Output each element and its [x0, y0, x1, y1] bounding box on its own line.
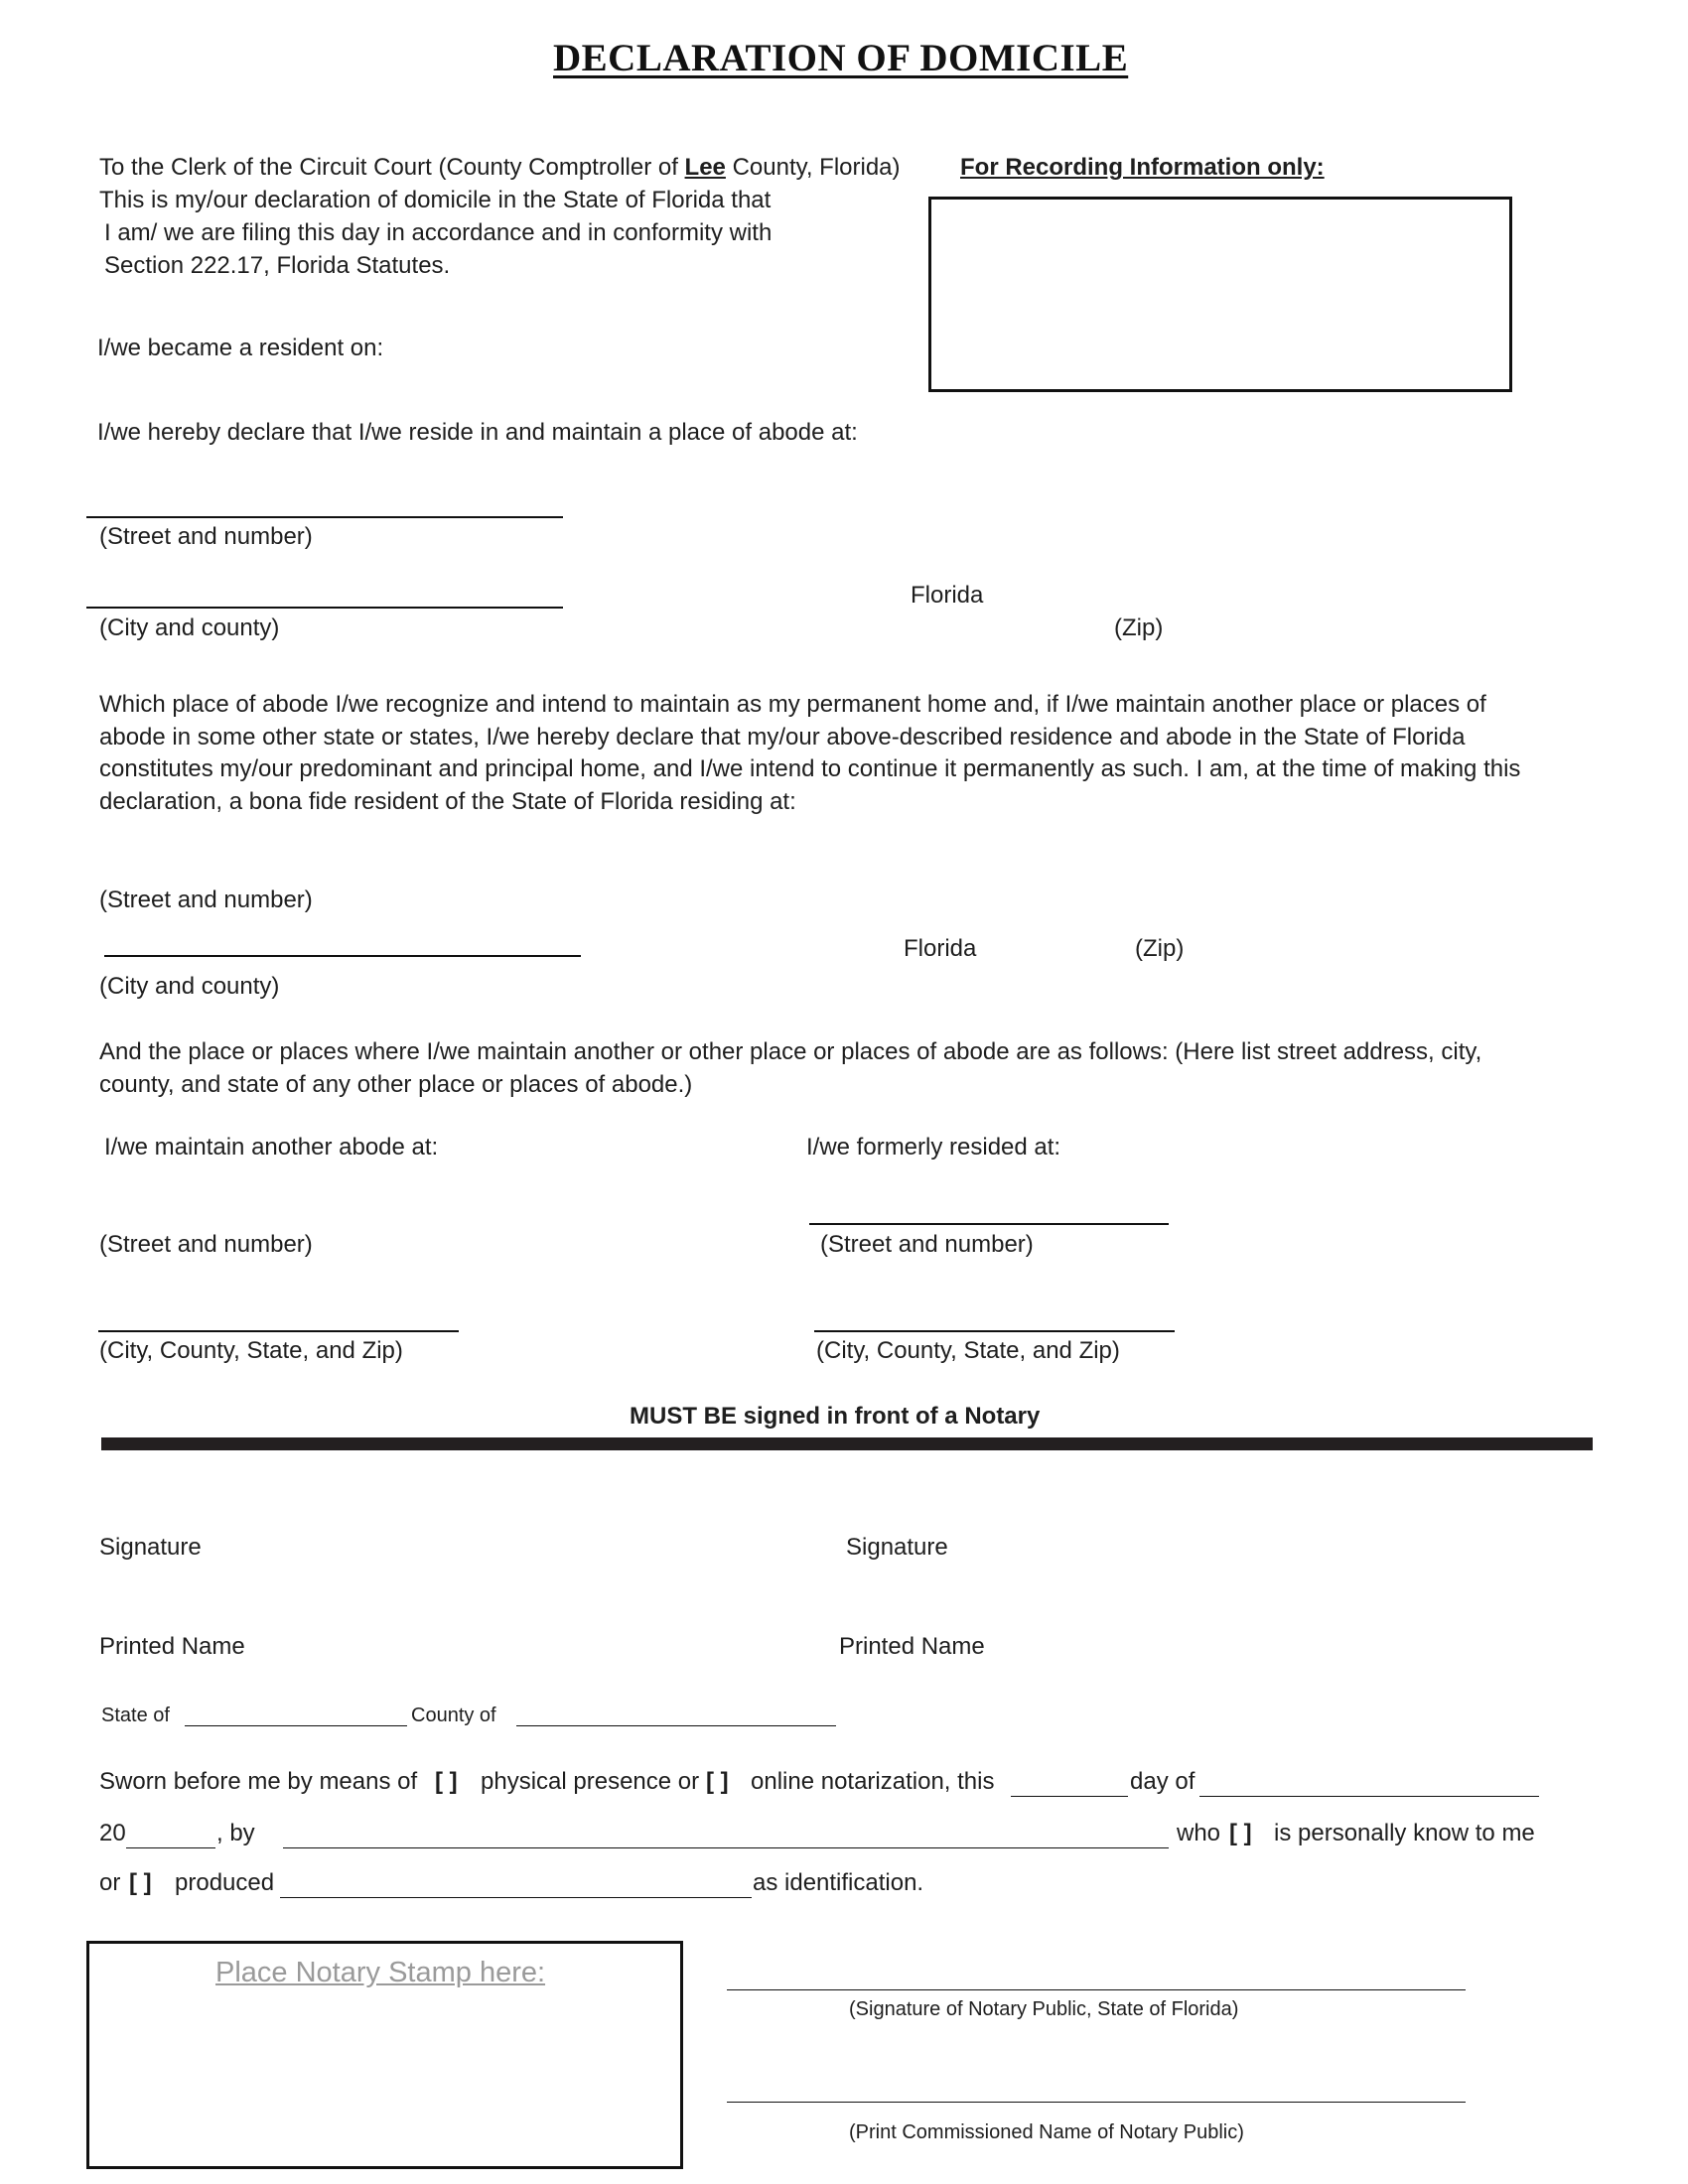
intro-line-3: I am/ we are filing this day in accordance and in conformity with — [104, 219, 773, 246]
jurat-line-2-text-d: is personally know to me — [1274, 1820, 1535, 1846]
identification-line[interactable] — [280, 1897, 752, 1898]
address1-street-label: (Street and number) — [99, 523, 313, 550]
notary-stamp-label: Place Notary Stamp here: — [215, 1957, 546, 1988]
other-street-label: (Street and number) — [99, 1231, 313, 1258]
notary-print-label: (Print Commissioned Name of Notary Public) — [849, 2121, 1244, 2143]
jurat-line-1-text-c: online notarization, this — [751, 1768, 995, 1795]
recording-box — [928, 197, 1512, 392]
document-title: DECLARATION OF DOMICILE — [553, 37, 1129, 79]
address1-zip-label: (Zip) — [1114, 614, 1164, 641]
jurat-line-3-text-b: produced — [175, 1869, 275, 1896]
section-divider — [101, 1437, 1593, 1450]
right-signature-label: Signature — [846, 1534, 948, 1561]
former-city-line[interactable] — [814, 1330, 1175, 1332]
county-of-line[interactable] — [516, 1725, 836, 1726]
county-of-label: County of — [411, 1705, 496, 1726]
notary-signature-line[interactable] — [727, 1989, 1466, 1990]
left-signature-label: Signature — [99, 1534, 202, 1561]
jurat-line-1-text-d: day of — [1130, 1768, 1196, 1795]
year-line[interactable] — [126, 1847, 215, 1848]
jurat-line-2-text-b: , by — [216, 1820, 255, 1846]
address1-city-line[interactable] — [86, 607, 563, 609]
jurat-line-1-text-b: physical presence or — [481, 1768, 700, 1795]
intro-line-1 — [99, 154, 901, 183]
permanent-home-paragraph: Which place of abode I/we recognize and intend to maintain as my permanent home and, if I/we maintain another place or places of abode in some other state or states, I/we hereby declare that my/our above-described residence and abode in the State of Florida constitutes my/our predominant and principal home, and I/we intend to continue it permanently as such. I am, at the time of making this declaration, a bona fide resident of the State of Florida residing at: — [99, 691, 1521, 815]
jurat-line-2-text-c: who — [1177, 1820, 1221, 1846]
address1-street-line[interactable] — [86, 516, 563, 518]
former-abode-heading: I/we formerly resided at: — [806, 1134, 1061, 1160]
address1-city-label: (City and county) — [99, 614, 280, 641]
day-line[interactable] — [1011, 1796, 1128, 1797]
jurat-year-prefix: 20 — [99, 1820, 126, 1846]
recording-label: For Recording Information only: — [960, 154, 1325, 181]
address2-city-line[interactable] — [104, 955, 581, 957]
other-city-line[interactable] — [98, 1330, 459, 1332]
produced-id-checkbox[interactable]: [ ] — [129, 1869, 152, 1896]
jurat-line-3-text-a: or — [99, 1869, 121, 1896]
intro-line-1-prefix: To the Clerk of the Circuit Court (County Comptroller of — [99, 154, 685, 181]
intro-line-1-suffix: County, Florida) — [725, 154, 901, 181]
county-name: Lee — [684, 154, 726, 181]
address2-state: Florida — [904, 935, 977, 962]
notary-notice: MUST BE signed in front of a Notary — [630, 1403, 1041, 1430]
jurat-line-1-text-a: Sworn before me by means of — [99, 1768, 418, 1795]
declare-abode-text: I/we hereby declare that I/we reside in and maintain a place of abode at: — [97, 419, 858, 446]
other-abode-heading: I/we maintain another abode at: — [104, 1134, 439, 1160]
intro-line-2: This is my/our declaration of domicile in the State of Florida that — [99, 187, 772, 213]
address2-zip-label: (Zip) — [1135, 935, 1185, 962]
notary-print-line[interactable] — [727, 2102, 1466, 2103]
notary-signature-label: (Signature of Notary Public, State of Florida) — [849, 1998, 1239, 2020]
intro-line-4: Section 222.17, Florida Statutes. — [104, 252, 451, 279]
jurat-line-3-text-c: as identification. — [753, 1869, 924, 1896]
right-printed-name-label: Printed Name — [839, 1633, 985, 1660]
online-notarization-checkbox[interactable]: [ ] — [706, 1768, 729, 1795]
personally-known-checkbox[interactable]: [ ] — [1229, 1820, 1252, 1846]
address2-city-label: (City and county) — [99, 973, 280, 1000]
state-of-label: State of — [101, 1705, 170, 1726]
address1-state: Florida — [911, 582, 984, 609]
month-line[interactable] — [1199, 1796, 1539, 1797]
former-street-label: (Street and number) — [820, 1231, 1034, 1258]
other-city-label: (City, County, State, and Zip) — [99, 1337, 403, 1364]
address2-street-label: (Street and number) — [99, 887, 313, 913]
resident-on-label: I/we became a resident on: — [97, 335, 384, 361]
physical-presence-checkbox[interactable]: [ ] — [435, 1768, 458, 1795]
signer-name-line[interactable] — [283, 1847, 1169, 1848]
state-of-line[interactable] — [185, 1725, 407, 1726]
other-places-paragraph: And the place or places where I/we maintain another or other place or places of abode are as follows: (Here list street address, city, county, and state of any other place or places of abode.) — [99, 1038, 1482, 1098]
left-printed-name-label: Printed Name — [99, 1633, 245, 1660]
former-street-line[interactable] — [809, 1223, 1169, 1225]
former-city-label: (City, County, State, and Zip) — [816, 1337, 1120, 1364]
